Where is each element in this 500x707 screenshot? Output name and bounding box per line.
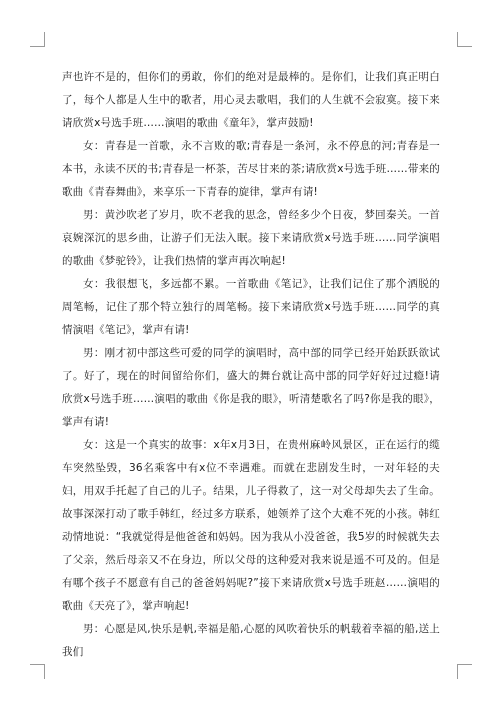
paragraph-6: 女：这是一个真实的故事：x年x月3日，在贵州麻岭风景区，正在运行的缆车突然坠毁，36名乘客中有x位不幸遇难。而就在悲剧发生时，一对年轻的夫妇，用双手托起了自己的儿子。结果，儿子得救了，这一对父母却失去了生命。故事深深打动了歌手韩红，经过多方联系，她领养了这个大难不死的小孩。韩红动情地说：“我就觉得是他爸爸和妈妈。因为我从小没爸爸，我5岁的时候就失去了父亲，然后母亲又不在身边，所以父母的这种爱对我来说是遥不可及的。但是有哪个孩子不愿意有自己的爸爸妈妈呢?”接下来请欣赏x号选手班赵……演唱的歌曲《天亮了》，掌声响起!: [62, 439, 440, 612]
crop-mark-top-right: [457, 32, 472, 47]
paragraph-7: 男：心愿是风,快乐是帆,幸福是船,心愿的风吹着快乐的帆载着幸福的船,送上我们: [62, 623, 440, 658]
crop-mark-top-left: [30, 32, 45, 47]
document-body: [62, 66, 440, 664]
paragraph-2: 女：青春是一首歌，永不言败的歌;青春是一条河，永不停息的河;青春是一本书，永读不厌的书;青春是一杯茶，苦尽甘来的茶;请欣赏x号选手班……带来的歌曲《青春舞曲》，来享乐一下青春的旋律，掌声有请!: [62, 140, 440, 198]
paragraph-1: 声也许不是的，但你们的勇敢，你们的绝对是最棒的。是你们，让我们真正明白了，每个人都是人生中的歌者，用心灵去歌唱，我们的人生就不会寂寞。接下来请欣赏x号选手班……演唱的歌曲《童年》，掌声鼓励!: [62, 71, 440, 129]
paragraph-4: 女：我很想飞，多远都不累。一首歌曲《笔记》，让我们记住了那个洒脱的周笔畅，记住了那个特立独行的周笔畅。接下来请欣赏x号选手班……同学的真情演唱《笔记》，掌声有请!: [62, 278, 440, 336]
crop-mark-bottom-right: [457, 664, 472, 679]
paragraph-3: 男：黄沙吹老了岁月，吹不老我的思念，曾经多少个日夜，梦回秦关。一首哀婉深沉的思乡曲，让游子们无法入眠。接下来请欣赏x号选手班……同学演唱的歌曲《梦驼铃》，让我们热情的掌声再次响起!: [62, 209, 440, 267]
crop-mark-bottom-left: [30, 664, 45, 679]
paragraph-5: 男：刚才初中部这些可爱的同学的演唱时，高中部的同学已经开始跃跃欲试了。好了，现在的时间留给你们，盛大的舞台就让高中部的同学好好过过瘾!请欣赏x号选手班……演唱的歌曲《你是我的眼》，听清楚歌名了吗?你是我的眼》，掌声有请!: [62, 347, 440, 428]
